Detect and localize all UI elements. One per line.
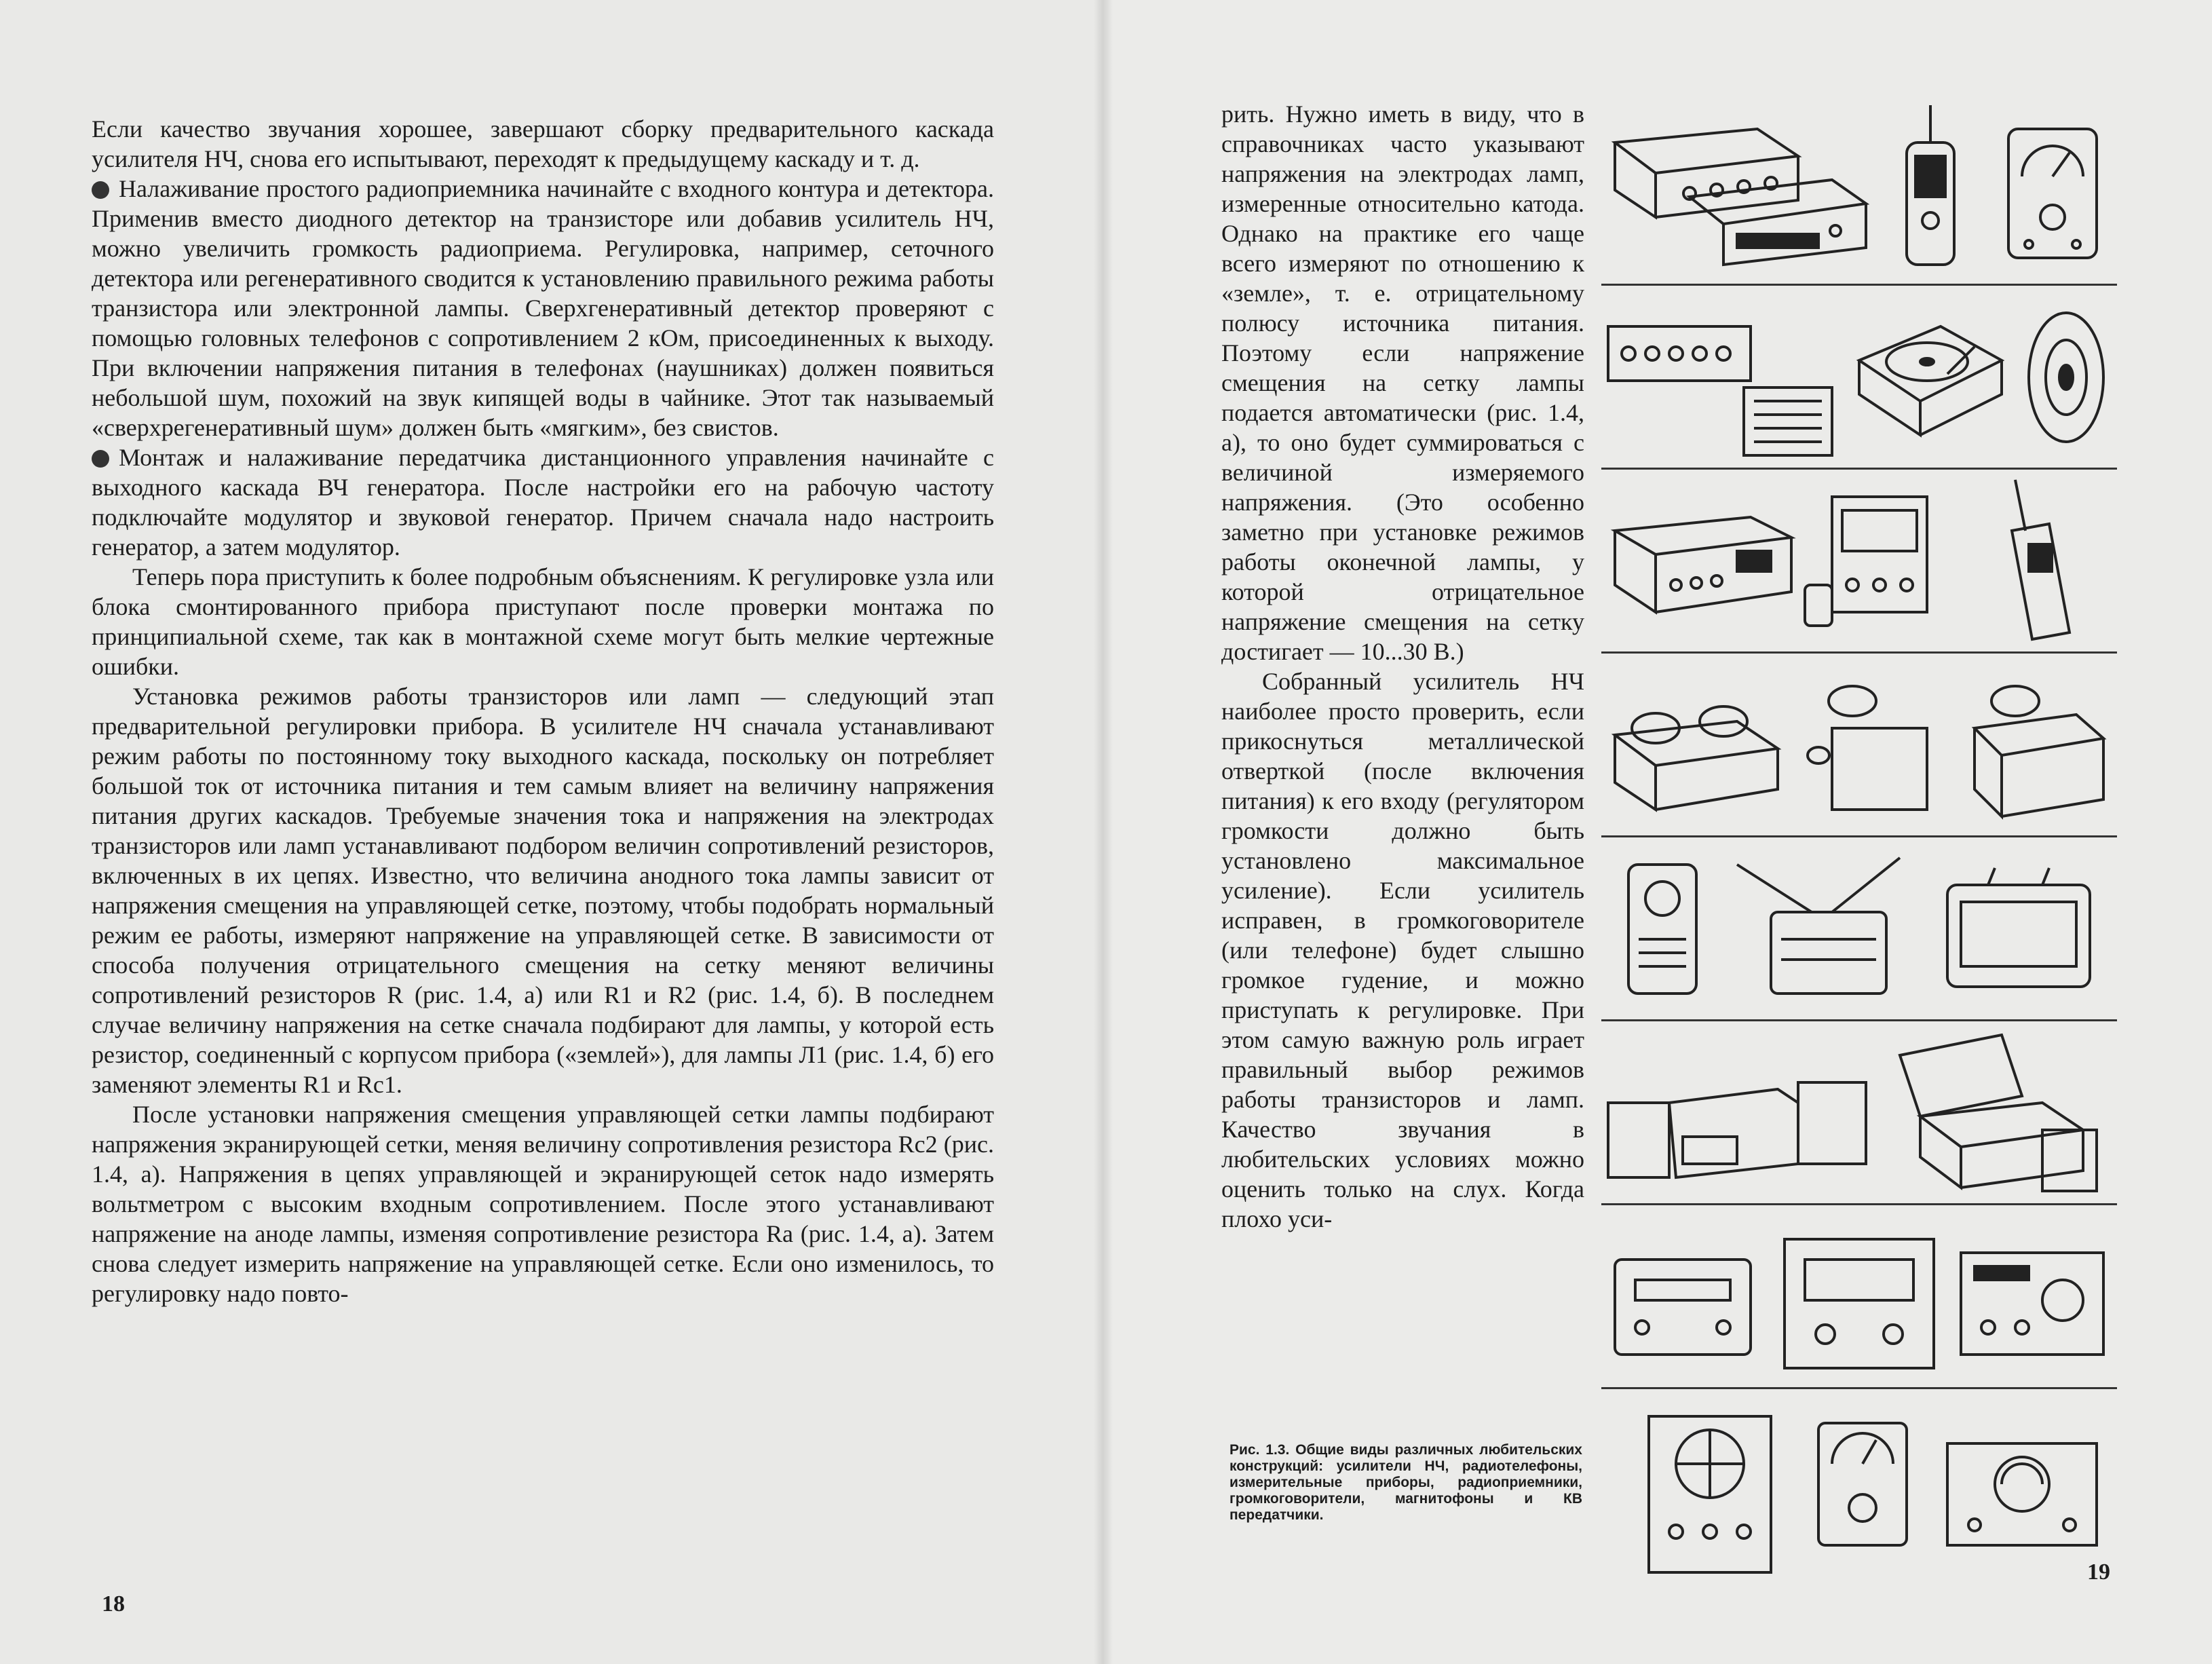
portable-recorder-illustration [1954,674,2110,823]
bullet-icon [92,450,109,468]
tape-recorder-illustration [1601,681,1785,816]
left-paragraph-6: После установки напряжения смещения управляющей сетки лампы подбирают напряжения экранирующей сетки, меняя величину сопротивления резистора Rс2 (рис. 1.4, а). Напряжения в цепях управляющей и экранирующей сеток надо измерять вольтметром с высоким входным сопротивлением. После этого устанавливают напряжение на аноде лампы, изменяя сопротивление резистора Rа (рис. 1.4, а). Затем снова следует измерить напряжение на управляющей сетке. Если оно изменилось, то регулировку надо повто- [92,1101,994,1307]
figure-row-1 [1601,102,2117,286]
left-paragraph-2-text: Налаживание простого радиоприемника начинайте с входного контура и детектора. Применив вместо диодного детектор на транзисторе или добавив усилитель НЧ, можно увеличить громкость радиоприема. Регулировка, например, сеточного детектора или регенеративного сводится к установлению правильного режима работы транзистора или электронной лампы. Сверхгенеративный детектор проверяют с помощью головных телефонов с сопротивлением 2 кОм, присоединенных к выходу. При включении напряжения питания в телефонах (наушниках) должен появиться небольшой шум, похожий на звук кипящей воды в чайнике. Этот так называемый «сверхрегенеративный шум» должен быть «мягким», без свистов. [92,175,994,441]
left-paragraph-3-text: Монтаж и налаживание передатчика дистанционного управления начинайте с выходного каскада ВЧ генератора. После настройки его на рабочую частоту подключайте модулятор и звуковой генератор. Причем сначала надо настроить генератор, а затем модулятор. [92,444,994,561]
oscilloscope-illustration [1642,1410,1778,1579]
radiogram-illustration [1886,1028,2110,1198]
meter-illustration [2002,122,2103,265]
portable-radio-illustration [1730,851,1907,1007]
left-paragraph-3 [92,442,994,562]
left-paragraph-1: Если качество звучания хорошее, завершают сборку предварительного каскада усилителя НЧ, снова его испытывают, переходят к предыдущему каскаду и т. д. [92,115,994,172]
tape-recorder-illustration [1805,674,1941,823]
portable-radio-illustration [1941,865,2097,1000]
page-number-left: 18 [102,1591,125,1616]
left-paragraph-4: Теперь пора приступить к более подробным объяснениям. К регулировке узла или блока смонтированного прибора приступают после проверки монтажа по принципиальной схеме, так как в монтажной схеме могут быть мелкие чертежные ошибки. [92,563,994,680]
figure-row-2 [1601,286,2117,470]
pocket-radio-illustration [1622,858,1703,1000]
walkie-talkie-illustration [1893,102,1968,271]
amplifier-illustration [1601,115,1873,271]
multimeter-illustration [1812,1416,1913,1552]
left-paragraph-2 [92,174,994,442]
right-paragraph-2: Собранный усилитель НЧ наиболее просто проверить, если прикоснуться металлической отверткой (после включения питания) к его входу (регулятором громкости должно быть установлено максимальное усиление). Если усилитель исправен, в громкоговорителе (или телефоне) будет слышно громкое гудение, и можно приступать к регулировке. При этом самую важную роль играет правильный выбор режимов работы транзисторов и ламп. Качество звучания в любительских условиях можно оценить только на слух. Когда плохо уси- [1221,668,1584,1232]
right-text-column [1221,99,1584,1234]
transceiver-illustration [1601,497,1798,632]
figure-row-5 [1601,837,2117,1021]
bullet-icon [92,181,109,199]
figure-row-6 [1601,1021,2117,1205]
kv-transmitter-illustration [1778,1226,1941,1375]
figure-caption: Рис. 1.3. Общие виды различных любительских конструкций: усилители НЧ, радиотелефоны, измерительные приборы, радиоприемники, громкоговорители, магнитофоны и КВ передатчики. [1229,1442,1582,1523]
figure-row-7 [1601,1205,2117,1389]
left-text-column [92,114,994,1308]
loudspeaker-illustration [2022,306,2110,449]
left-paragraph-5: Установка режимов работы транзисторов или ламп — следующий этап предварительной регулировки прибора. В усилителе НЧ сначала устанавливают режим работы по постоянному току выходного каскада, поскольку он потребляет большой ток от источника питания и тем самым влияет на величину напряжения питания других каскадов. Требуемые значения тока и напряжения на электродах транзисторов или ламп устанавливают подбором величин сопротивлений резисторов, включенных в их цепях. Известно, что величина анодного тока лампы зависит от напряжения смещения на управляющей сетке, поэтому, чтобы подобрать нормальный режим ее работы, измеряют напряжение на управляющей сетке. В зависимости от способа получения отрицательного смещения на сетку меняют величины сопротивлений резисторов R (рис. 1.4, а) или R1 и R2 (рис. 1.4, б). В последнем случае величину напряжения на сетке сначала подбирают для лампы, у которой есть резистор, соединенный с корпусом прибора («землей»), для лампы Л1 (рис. 1.4, б) его заменяют элементы R1 и Rс1. [92,683,994,1098]
figure-row-8 [1601,1389,2117,1586]
radio-receiver-illustration [1608,1239,1764,1368]
page-number-right: 19 [2087,1559,2110,1585]
receiver-illustration [1798,483,1934,639]
figure-row-4 [1601,654,2117,837]
right-paragraph-1: рить. Нужно иметь в виду, что в справочниках часто указывают напряжения на электродах ламп, измеренные относительно катода. Однако на практике его чаще всего измеряют по отношению к «земле», т. е. отрицательному полюсу источника питания. Поэтому если напряжение смещения на сетку лампы подается автоматически (рис. 1.4, а), то оно будет суммироваться с величиной измеряемого напряжения. (Это особенно заметно при установке режимов работы оконечной лампы, у которой отрицательное напряжение смещения на сетку достигает — 10...30 В.) [1221,100,1584,665]
walkie-talkie-illustration [1995,476,2076,646]
amplifier-illustration [1601,313,1757,394]
figure-row-3 [1601,470,2117,654]
loudspeaker-box-illustration [1737,381,1839,462]
book-gutter [1094,0,1113,1664]
kv-receiver-illustration [1954,1239,2110,1368]
signal-generator-illustration [1941,1430,2103,1552]
turntable-illustration [1846,299,2008,449]
left-page [0,0,1103,1664]
stereo-system-illustration [1601,1062,1873,1191]
figure-1-3 [1601,102,2117,1586]
